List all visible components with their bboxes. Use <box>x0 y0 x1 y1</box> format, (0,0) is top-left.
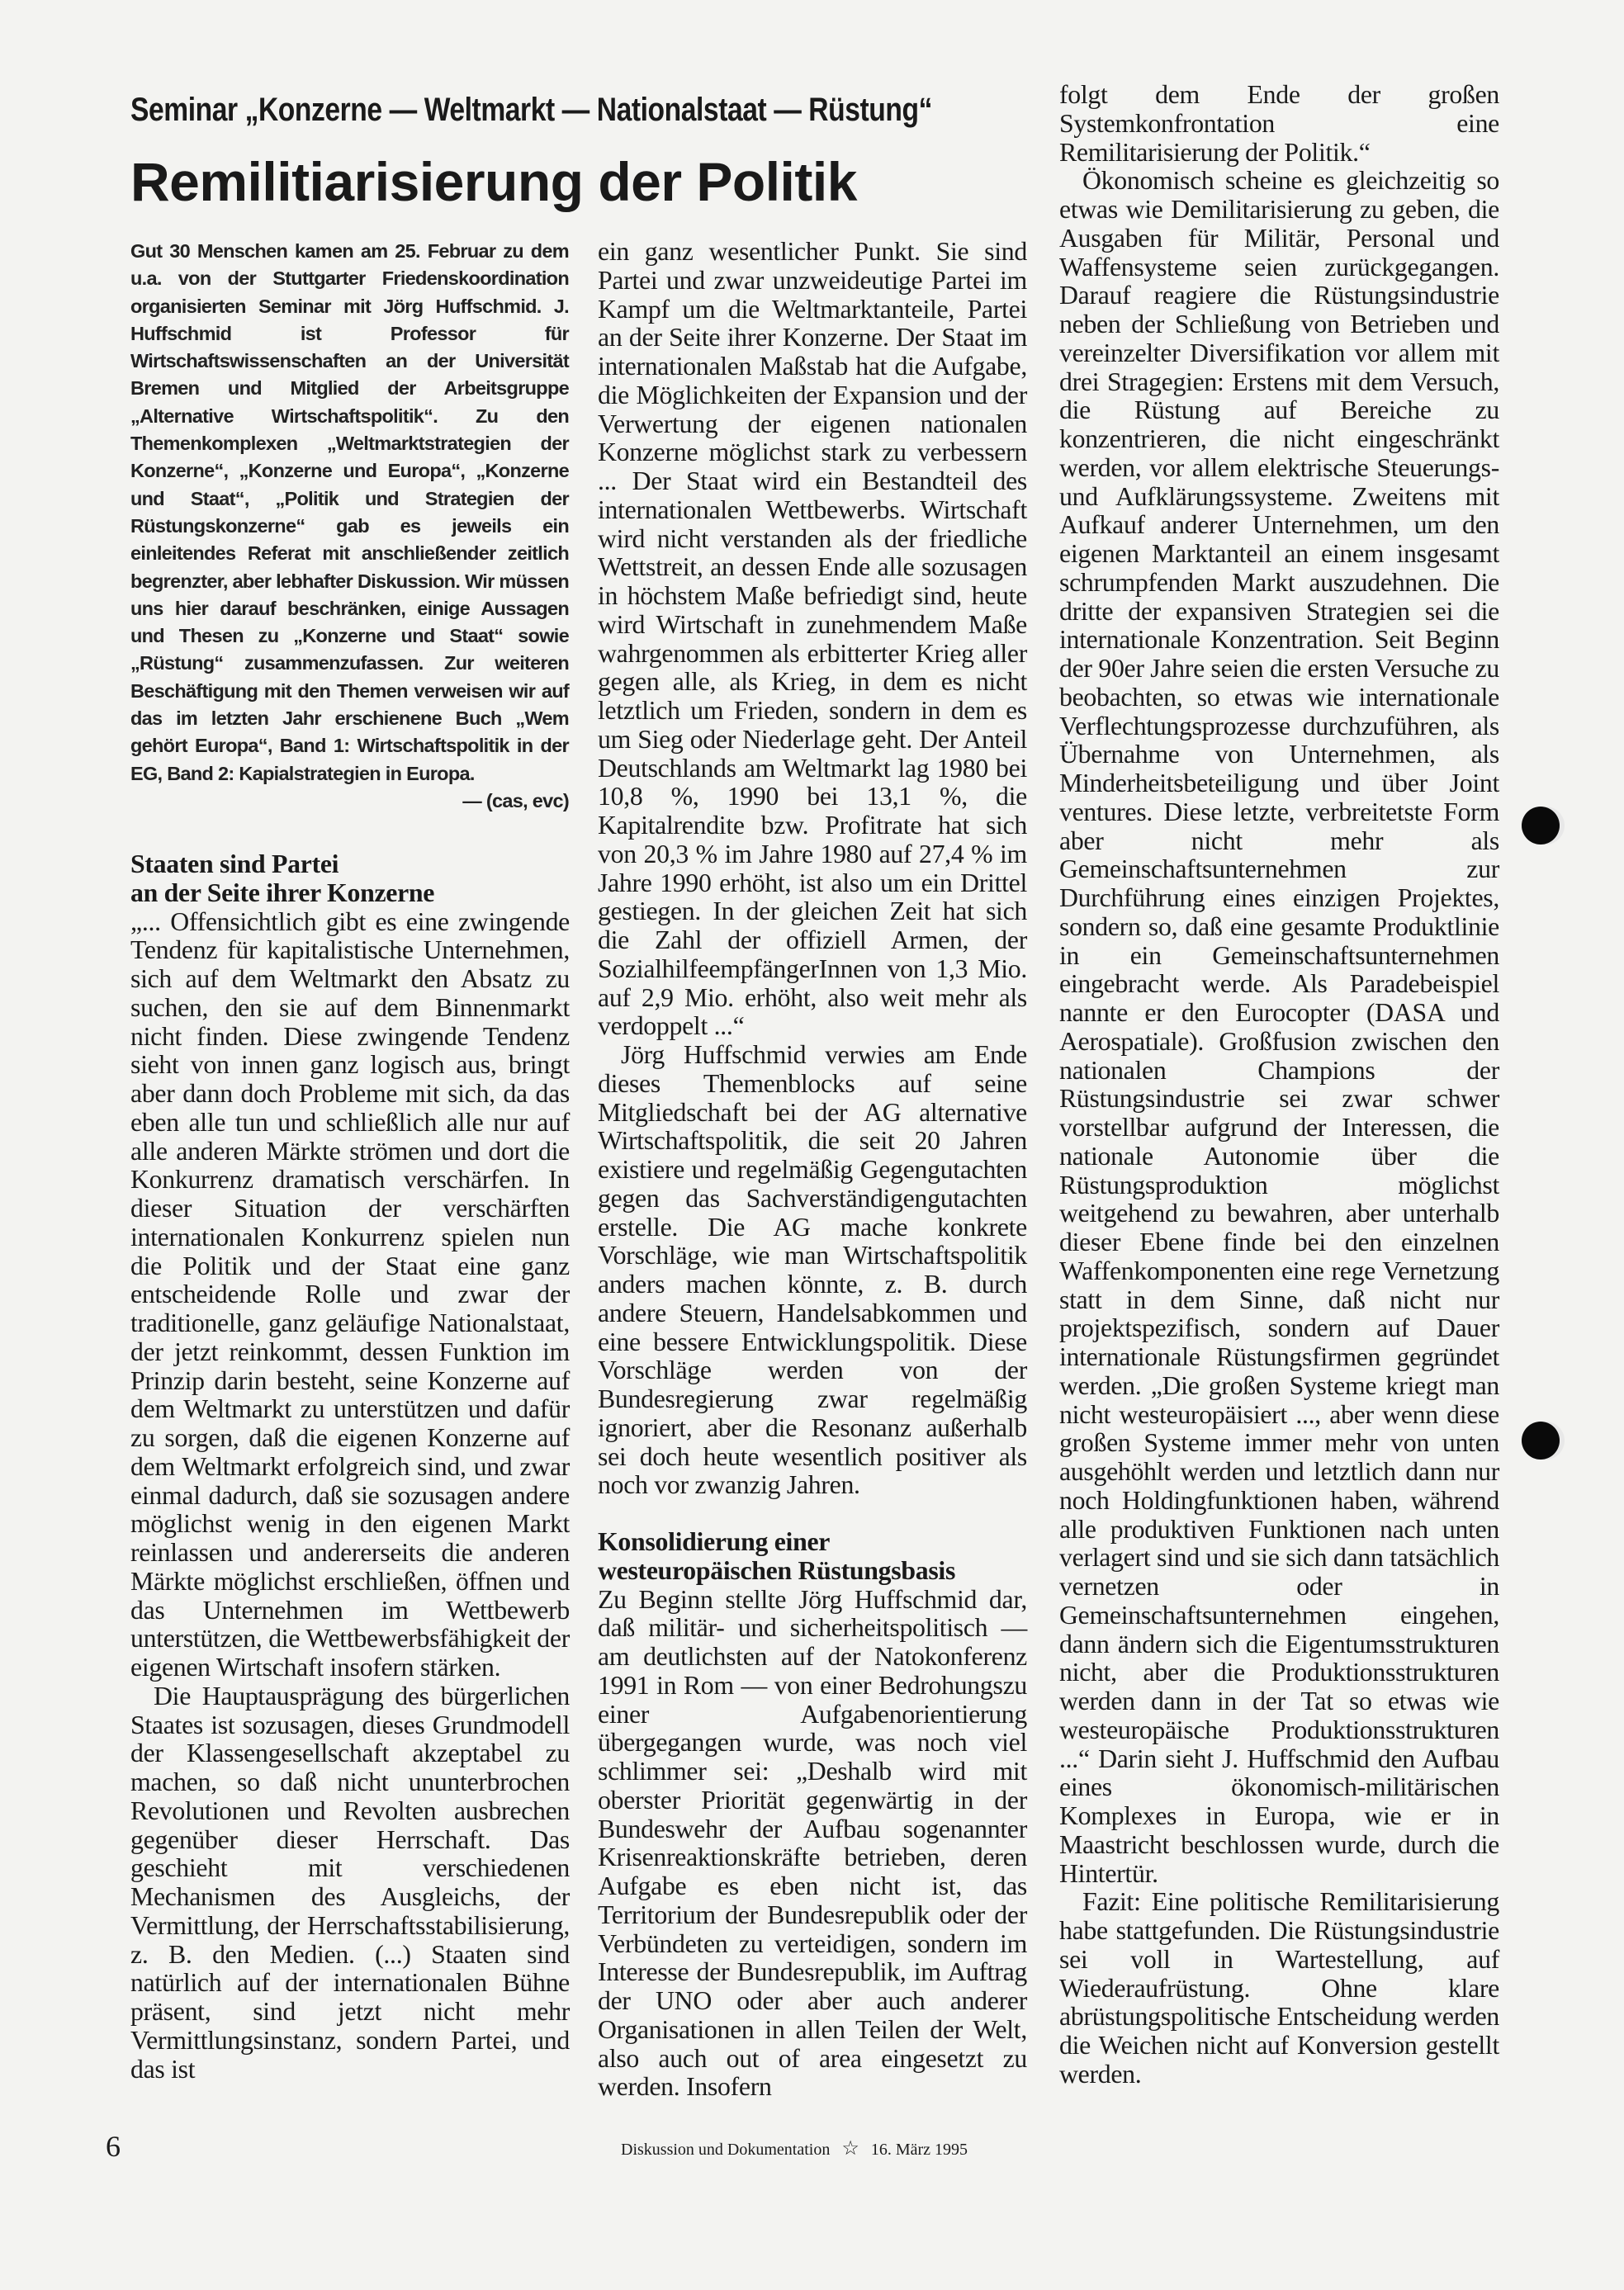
paragraph: ein ganz wesentlicher Punkt. Sie sind Partei und zwar unzweideutige Partei im Kampf um die Weltmarktanteile, Partei an der Seite ihrer Konzerne. Der Staat im internationalen Maßstab hat die Aufgabe, die Möglichkeiten der Expansion und der Verwertung der eigenen nationalen Konzerne möglichst stark zu verbessern ... Der Staat wird ein Bestandteil des internationalen Wettbewerbs. Wirtschaft wird nicht verstanden als der friedliche Wettstreit, an dessen Ende alle sozusagen in höchstem Maße befriedigt sind, heute wird Wirtschaft in zunehmendem Maße wahrgenommen als erbitterter Krieg aller gegen alle, als Krieg, in dem es nicht letztlich um Frieden, sondern in dem es um Sieg oder Niederlage geht. Der Anteil Deutschlands am Weltmarkt lag 1980 bei 10,8 %, 1990 bei 13,1 %, die Kapitalrendite bzw. Profitrate hat sich von 20,3 % im Jahre 1980 auf 27,4 % im Jahre 1990 erhöht, ist also um ein Drittel gestiegen. In der gleichen Zeit hat sich die Zahl der offiziell Armen, der SozialhilfeempfängerInnen von 1,3 Mio. auf 2,9 Mio. erhöht, also weit mehr als verdoppelt ...“ <box>598 237 1027 1041</box>
heading-line: Konsolidierung einer <box>598 1527 831 1556</box>
heading-line: an der Seite ihrer Konzerne <box>130 878 435 907</box>
publication-date: 16. März 1995 <box>870 2141 968 2159</box>
column-3 <box>1059 81 1499 2089</box>
footer-line <box>621 2138 968 2160</box>
heading-line: westeuropäischen Rüstungsbasis <box>598 1555 956 1585</box>
section-heading <box>130 850 570 908</box>
punch-hole-icon <box>1522 807 1560 845</box>
kicker: Seminar „Konzerne — Weltmarkt — Nationalstaat — Rüstung“ <box>130 92 932 128</box>
paragraph: Fazit: Eine politische Remilitarisierung habe stattgefunden. Die Rüstungsindustrie sei voll in Wartestellung, auf Wiederaufrüstung. Ohne klare abrüstungspolitische Entscheidung werden die Weichen nicht auf Konversion gestellt werden. <box>1059 1887 1499 2089</box>
intro-signature: — (cas, evc) <box>462 789 569 811</box>
heading-line: Staaten sind Partei <box>130 849 339 878</box>
paragraph: „... Offensichtlich gibt es eine zwingende Tendenz für kapitalistische Unternehmen, sich auf dem Weltmarkt den Absatz zu suchen, den sie auf dem Binnenmarkt nicht finden. Diese zwingende Tendenz sieht von innen ganz logisch aus, bringt aber dann doch Probleme mit sich, da das eben alle tun und schließlich alle nur auf alle anderen Märkte strömen und dort die Konkurrenz dramatisch verschärfen. In dieser Situation der verschärften internationalen Konkurrenz spielen nun die Politik und der Staat eine ganz entscheidende Rolle und zwar der traditionelle, ganz geläufige Nationalstaat, der jetzt reinkommt, dessen Funktion im Prinzip darin besteht, seine Konzerne auf dem Weltmarkt zu unterstützen und dafür zu sorgen, daß die eigenen Konzerne auf dem Weltmarkt erfolgreich sind, und zwar einmal dadurch, daß sie sozusagen andere möglichst wenig in den eigenen Markt reinlassen und andererseits die anderen Märkte möglichst erschließen, öffnen und das Unternehmen im Wettbewerb unterstützen, die Wettbewerbsfähigkeit der eigenen Wirtschaft insofern stärken. <box>130 906 570 1682</box>
headline: Remilitiarisierung der Politik <box>130 151 857 212</box>
publication-name: Diskussion und Dokumentation <box>621 2141 831 2159</box>
intro-body: Gut 30 Menschen kamen am 25. Februar zu dem u.a. von der Stuttgarter Friedenskoordination organisierten Seminar mit Jörg Huffschmid. J. Huffschmid ist Professor für Wirtschaftswissenschaften an der Universität Bremen und Mitglied der Arbeitsgruppe „Alternative Wirtschaftspolitik“. Zu den Themenkomplexen „Weltmarktstrategien der Konzerne“, „Konzerne und Europa“, „Konzerne und Staat“, „Politik und Strategien der Rüstungskonzerne“ gab es jeweils ein einleitendes Referat mit anschließender zeitlich begrenzter, aber lebhafter Diskussion. Wir müssen uns hier darauf beschränken, einige Aussagen und Thesen zu „Konzerne und Staat“ sowie „Rüstung“ zusammenzufassen. Zur weiteren Beschäftigung mit den Themen verweisen wir auf das im letzten Jahr erschienene Buch „Wem gehört Europa“, Band 1: Wirtschaftspolitik in der EG, Band 2: Kapialstrategien in Europa. <box>130 240 569 784</box>
paragraph: Zu Beginn stellte Jörg Huffschmid dar, daß militär- und sicherheitspolitisch — am deutlichsten auf der Natokonferenz 1991 in Rom — von einer Bedrohungszu einer Aufgabenorientierung übergegangen wurde, was noch viel schlimmer sei: „Deshalb wird mit oberster Priorität gegenwärtig in der Bundeswehr der Aufbau sogenannter Krisenreaktionskräfte betrieben, deren Aufgabe es eben nicht ist, das Territorium der Bundesrepublik oder der Verbündeten zu verteidigen, sondern im Interesse der Bundesrepublik, im Auftrag der UNO oder aber auch anderer Organisationen in allen Teilen der Welt, also auch out of area eingesetzt zu werden. Insofern <box>598 1584 1027 2102</box>
column-1 <box>130 850 570 2084</box>
intro-box <box>130 238 569 815</box>
paragraph: Die Hauptausprägung des bürgerlichen Staates ist sozusagen, dieses Grundmodell der Klassengesellschaft akzeptabel zu machen, so daß nicht ununterbrochen Revolutionen und Revolten ausbrechen gegenüber dieser Herrschaft. Das geschieht mit verschiedenen Mechanismen des Ausgleichs, der Vermittlung, der Herrschaftsstabilisierung, z. B. den Medien. (...) Staaten sind natürlich auf der internationalen Bühne präsent, sind jetzt nicht mehr Vermittlungsinstanz, sondern Partei, und das ist <box>130 1681 570 2084</box>
intro-text <box>130 238 569 815</box>
star-icon: ☆ <box>841 2138 859 2160</box>
section-heading <box>598 1528 1027 1586</box>
paragraph: folgt dem Ende der großen Systemkonfrontation eine Remilitarisierung der Politik.“ <box>1059 80 1499 167</box>
paragraph: Jörg Huffschmid verwies am Ende dieses Themenblocks auf seine Mitgliedschaft bei der AG alternative Wirtschaftspolitik, die seit 20 Jahren existiere und regelmäßig Gegengutachten gegen das Sachverständigengutachten erstelle. Die AG mache konkrete Vorschläge, wie man Wirtschaftspolitik anders machen könnte, z. B. durch andere Steuern, Handelsabkommen und eine bessere Entwicklungspolitik. Diese Vorschläge werden von der Bundesregierung zwar regelmäßig ignoriert, aber die Resonanz außerhalb sei doch heute wesentlich positiver als noch vor zwanzig Jahren. <box>598 1040 1027 1500</box>
punch-hole-icon <box>1522 1422 1560 1460</box>
paragraph: Ökonomisch scheine es gleichzeitig so etwas wie Demilitarisierung zu geben, die Ausgaben für Militär, Personal und Waffensysteme seien zurückgegangen. Darauf reagiere die Rüstungsindustrie neben der Schließung von Betrieben und vereinzelter Diversifikation vor allem mit drei Stragegien: Erstens mit dem Versuch, die Rüstung auf Bereiche zu konzentrieren, die nicht eingeschränkt werden, vor allem elektrische Steuerungs- und Aufklärungssysteme. Zweitens mit Aufkauf anderer Unternehmen, um den eigenen Marktanteil an einem insgesamt schrumpfenden Markt auszudehnen. Die dritte der expansiven Strategien sei die internationale Konzentration. Seit Beginn der 90er Jahre seien die ersten Versuche zu beobachten, so etwas wie internationale Verflechtungsprozesse durchzuführen, als Übernahme von Unternehmen, als Minderheitsbeteiligung und über Joint ventures. Diese letzte, verbreitetste Form aber nicht mehr als Gemeinschaftsunternehmen zur Durchführung eines einzigen Projektes, sondern so, daß eine gesamte Produktlinie in ein Gemeinschaftsunternehmen eingebracht werde. Als Paradebeispiel nannte er den Eurocopter (DASA und Aerospatiale). Großfusion zwischen den nationalen Champions der Rüstungsindustrie sei zwar schwer vorstellbar aufgrund der Interessen, die nationale Autonomie über die Rüstungsproduktion möglichst weitgehend zu bewahren, aber unterhalb dieser Ebene finde bei den einzelnen Waffenkomponenten eine rege Vernetzung statt in dem Sinne, daß nicht nur projektspezifisch, sondern auf Dauer internationale Rüstungsfirmen gegründet werden. „Die großen Systeme kriegt man nicht westeuropäisiert ..., aber wenn diese großen Systeme immer mehr von unten ausgehöhlt werden und letztlich dann nur noch Holdingfunktionen haben, während alle produktiven Funktionen nach unten verlagert sind und sie sich dann tatsächlich vernetzen oder in Gemeinschaftsunternehmen eingehen, dann ändern sich die Eigentumsstrukturen nicht, aber die Produktionsstrukturen werden dann in der Tat so etwas wie westeuropäische Produktionsstrukturen ...“ Darin sieht J. Huffschmid den Aufbau eines ökonomisch-militärischen Komplexes in Europa, wie er in Maastricht beschlossen wurde, durch die Hintertür. <box>1059 166 1500 1888</box>
column-2 <box>598 238 1027 2102</box>
page-number: 6 <box>106 2130 121 2163</box>
